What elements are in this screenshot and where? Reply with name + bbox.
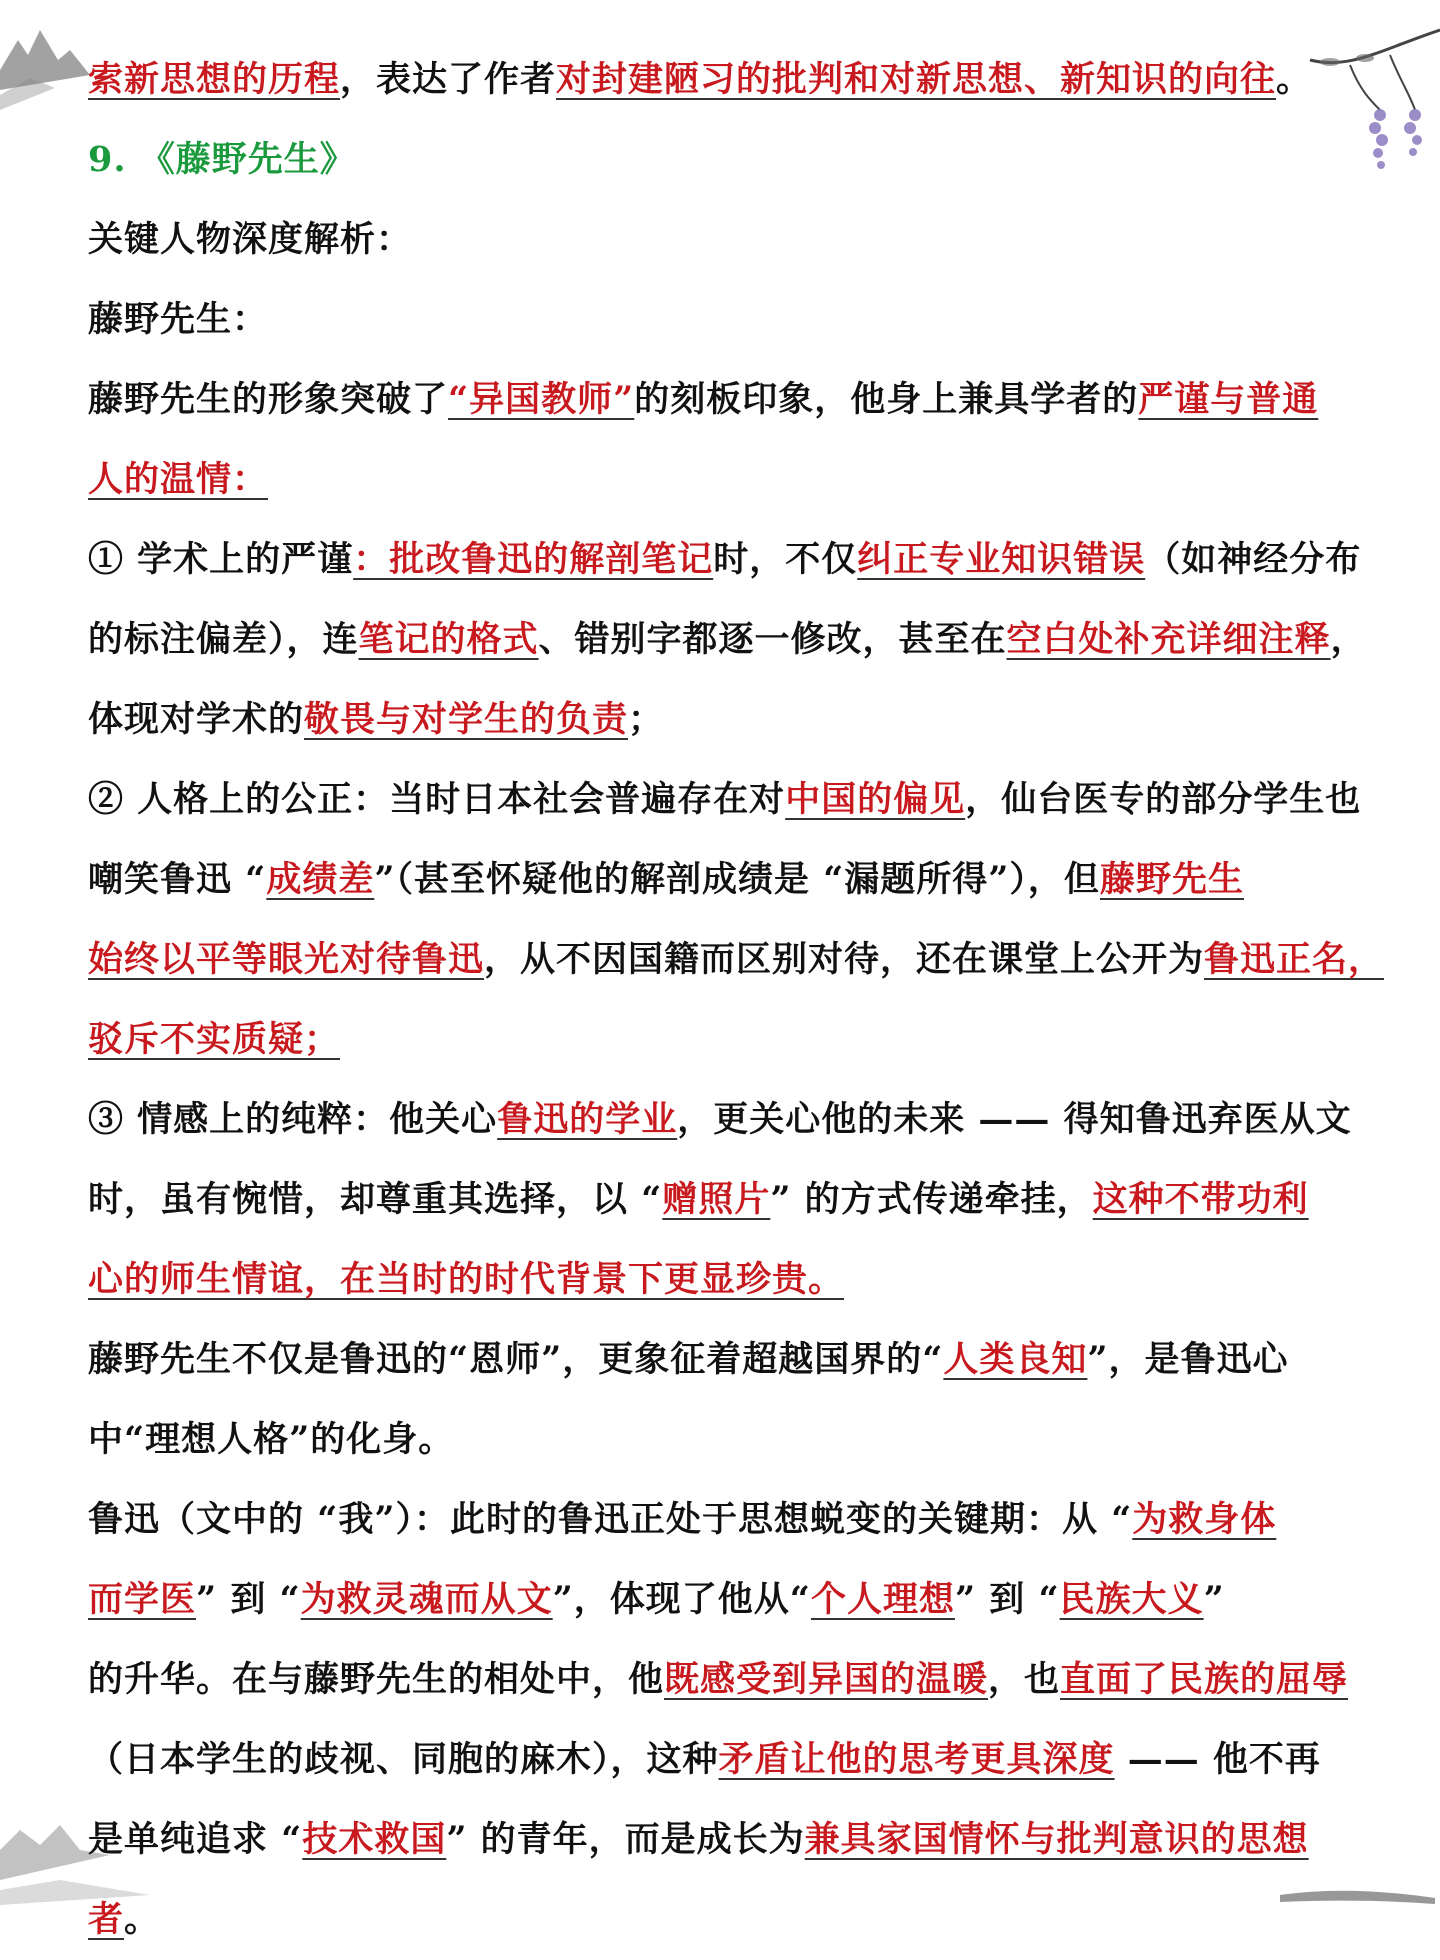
text-segment: 藤野先生的形象突破了 xyxy=(88,379,449,420)
highlight-phrase: 藤野先生 xyxy=(1099,859,1244,900)
text-line xyxy=(88,520,1362,600)
document-body xyxy=(88,40,1385,1960)
highlight-phrase: 中国的偏见 xyxy=(785,779,966,820)
highlight-phrase: 个人理想 xyxy=(810,1579,955,1620)
highlight-phrase: “异国教师” xyxy=(448,379,635,420)
highlight-phrase: ：批改鲁迅的解剖笔记 xyxy=(353,539,714,580)
highlight-phrase: 鲁迅的学业 xyxy=(497,1099,678,1140)
text-line xyxy=(88,1080,1350,1160)
text-segment: —— 他不再 xyxy=(1114,1739,1321,1780)
highlight-phrase: 索新思想的历程 xyxy=(88,59,341,100)
text-line xyxy=(88,760,1362,840)
text-segment: ① 学术上的严谨 xyxy=(88,539,354,580)
text-line xyxy=(88,1640,1350,1720)
text-segment: 是单纯追求 “ xyxy=(88,1819,303,1860)
text-line xyxy=(88,840,1350,920)
text-segment: ”，体现了他从“ xyxy=(552,1579,811,1620)
text-line xyxy=(88,1720,1350,1800)
text-segment: （日本学生的歧视、同胞的麻木），这种 xyxy=(88,1739,719,1780)
text-line xyxy=(88,680,1350,760)
highlight-phrase: 这种不带功利 xyxy=(1092,1179,1309,1220)
text-segment: 的刻板印象，他身上兼具学者的 xyxy=(634,379,1139,420)
text-line xyxy=(88,1320,1350,1400)
text-segment: ” xyxy=(1203,1579,1225,1620)
highlight-phrase: 对封建陋习的批判和对新思想、新知识的向往 xyxy=(556,59,1277,100)
highlight-phrase: 矛盾让他的思考更具深度 xyxy=(718,1739,1115,1780)
highlight-phrase: 空白处补充详细注释 xyxy=(1006,619,1331,660)
text-segment: ，表达了作者 xyxy=(340,59,557,100)
text-line xyxy=(88,1480,1350,1560)
highlight-phrase: 技术救国 xyxy=(302,1819,447,1860)
highlight-phrase: 笔记的格式 xyxy=(358,619,539,660)
text-line xyxy=(88,360,1350,440)
text-segment: ” 到 “ xyxy=(196,1579,301,1620)
text-line xyxy=(88,1560,1350,1640)
highlight-phrase: 赠照片 xyxy=(662,1179,771,1220)
highlight-phrase: 者 xyxy=(88,1899,125,1940)
text-line xyxy=(88,920,1385,1000)
highlight-phrase: 为救身体 xyxy=(1132,1499,1277,1540)
text-segment: ” 的青年，而是成长为 xyxy=(446,1819,805,1860)
text-segment: 的升华。在与藤野先生的相处中，他 xyxy=(88,1659,665,1700)
text-line xyxy=(88,1000,1350,1080)
text-line xyxy=(88,1800,1350,1880)
text-segment: ” 的方式传递牵挂， xyxy=(770,1179,1093,1220)
text-segment: 鲁迅（文中的 “我”）：此时的鲁迅正处于思想蜕变的关键期：从 “ xyxy=(88,1499,1133,1540)
text-segment: ， xyxy=(1330,619,1367,660)
text-segment: ，更关心他的未来 —— 得知鲁迅弃医从文 xyxy=(677,1099,1352,1140)
text-segment: ② 人格上的公正：当时日本社会普遍存在对 xyxy=(88,779,786,820)
highlight-phrase: 敬畏与对学生的负责 xyxy=(304,699,629,740)
text-segment: ； xyxy=(628,699,665,740)
text-segment: 中“理想人格”的化身。 xyxy=(88,1419,455,1460)
text-line xyxy=(88,600,1367,680)
highlight-phrase: 既感受到异国的温暖 xyxy=(664,1659,989,1700)
text-segment: ，也 xyxy=(988,1659,1061,1700)
text-line xyxy=(88,1880,1350,1960)
text-line xyxy=(88,1160,1350,1240)
text-segment: ”（甚至怀疑他的解剖成绩是 “漏题所得”），但 xyxy=(374,859,1100,900)
text-segment: 体现对学术的 xyxy=(88,699,305,740)
highlight-phrase: 民族大义 xyxy=(1059,1579,1204,1620)
highlight-phrase: 鲁迅正名， xyxy=(1204,939,1385,980)
highlight-phrase: 直面了民族的屈辱 xyxy=(1060,1659,1349,1700)
section-heading: 9. 《藤野先生》 xyxy=(88,139,356,180)
text-line xyxy=(88,1400,1350,1480)
text-segment: 。 xyxy=(124,1899,161,1940)
text-segment: ③ 情感上的纯粹：他关心 xyxy=(88,1099,498,1140)
text-segment: 藤野先生不仅是鲁迅的“恩师”，更象征着超越国界的“ xyxy=(88,1339,944,1380)
text-segment: 。 xyxy=(1276,59,1313,100)
highlight-phrase: 驳斥不实质疑； xyxy=(88,1019,341,1060)
text-segment: 藤野先生： xyxy=(88,299,269,340)
highlight-phrase: 人的温情： xyxy=(88,459,269,500)
highlight-phrase: 成绩差 xyxy=(266,859,375,900)
text-segment: 时，不仅 xyxy=(713,539,858,580)
text-line xyxy=(88,440,1350,520)
text-line xyxy=(88,120,1350,200)
text-segment: 嘲笑鲁迅 “ xyxy=(88,859,267,900)
text-segment: 、错别字都逐一修改，甚至在 xyxy=(538,619,1007,660)
text-segment: ” 到 “ xyxy=(954,1579,1060,1620)
highlight-phrase: 纠正专业知识错误 xyxy=(857,539,1146,580)
text-segment: 的标注偏差），连 xyxy=(88,619,359,660)
text-line xyxy=(88,1240,1350,1320)
text-line xyxy=(88,200,1350,280)
text-segment: ”，是鲁迅心 xyxy=(1087,1339,1289,1380)
highlight-phrase: 人类良知 xyxy=(943,1339,1088,1380)
text-line xyxy=(88,280,1350,360)
highlight-phrase: 为救灵魂而从文 xyxy=(300,1579,553,1620)
highlight-phrase: 始终以平等眼光对待鲁迅 xyxy=(88,939,485,980)
text-segment: （如神经分布 xyxy=(1145,539,1362,580)
text-segment: ，仙台医专的部分学生也 xyxy=(965,779,1362,820)
text-segment: 关键人物深度解析： xyxy=(88,219,413,260)
highlight-phrase: 严谨与普通 xyxy=(1138,379,1319,420)
text-segment: ，从不因国籍而区别对待，还在课堂上公开为 xyxy=(484,939,1205,980)
text-segment: 时，虽有惋惜，却尊重其选择，以 “ xyxy=(88,1179,663,1220)
highlight-phrase: 而学医 xyxy=(88,1579,197,1620)
text-line xyxy=(88,40,1350,120)
highlight-phrase: 心的师生情谊，在当时的时代背景下更显珍贵。 xyxy=(88,1259,845,1300)
highlight-phrase: 兼具家国情怀与批判意识的思想 xyxy=(804,1819,1309,1860)
